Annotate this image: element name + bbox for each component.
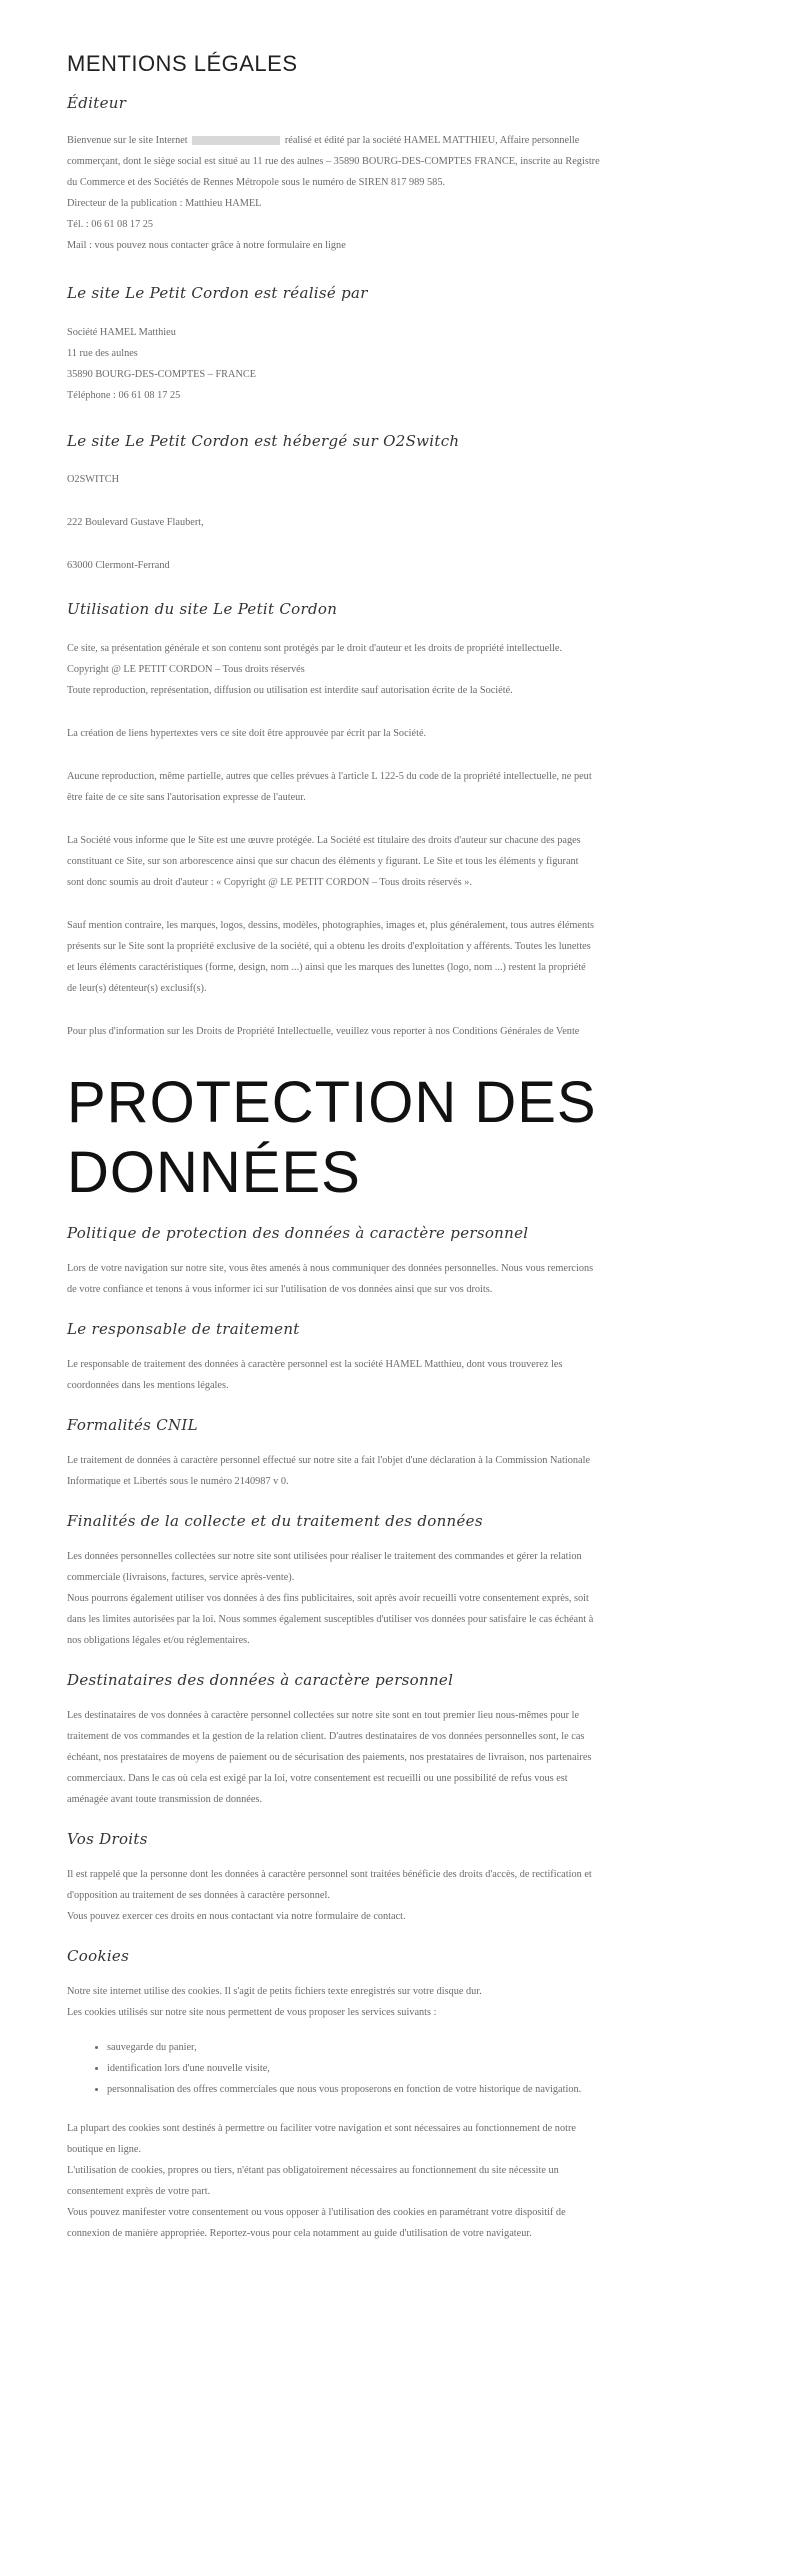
utilisation-heading: Utilisation du site Le Petit Cordon — [67, 600, 338, 618]
destinataires-line-4: commerciaux. Dans le cas où cela est exigé par la loi, votre consentement est recueilli ou une possibilité de refus vous est — [67, 1773, 568, 1784]
destinataires-heading: Destinataires des données à caractère personnel — [67, 1671, 454, 1689]
finalites-line-2: commerciale (livraisons, factures, service après-vente). — [67, 1572, 295, 1583]
section-droits — [67, 1828, 727, 1927]
utilisation-e1: Sauf mention contraire, les marques, logos, dessins, modèles, photographies, images et, plus généralement, tous autres éléments — [67, 920, 595, 931]
utilisation-e3: et leurs éléments caractéristiques (forme, design, nom ...) ainsi que les marques des lunettes (logo, nom ...) restent la propriété — [67, 962, 586, 973]
editeur-line-3: du Commerce et des Sociétés de Rennes Métropole sous le numéro de SIREN 817 989 585. — [67, 177, 446, 188]
heberge-heading: Le site Le Petit Cordon est hébergé sur O2Switch — [67, 432, 460, 450]
section-utilisation — [67, 598, 727, 1042]
cnil-line-2: Informatique et Libertés sous le numéro 2140987 v 0. — [67, 1476, 289, 1487]
list-item: • identification lors d'une nouvelle visite, — [107, 2058, 727, 2079]
list-item: • sauvegarde du panier, — [107, 2037, 727, 2058]
politique-heading: Politique de protection des données à caractère personnel — [67, 1224, 529, 1242]
realise-heading: Le site Le Petit Cordon est réalisé par — [67, 284, 368, 302]
section-heberge — [67, 430, 727, 576]
politique-line-2: de votre confiance et tenons à vous informer ici sur l'utilisation de vos données ainsi que sur vos droits. — [67, 1284, 493, 1295]
destinataires-line-2: traitement de vos commandes et la gestion de la relation client. D'autres destinataires de vos données personnelles sont, le cas — [67, 1731, 585, 1742]
editeur-line-2: commerçant, dont le siège social est situé au 11 rue des aulnes – 35890 BOURG-DES-COMPTES FRANCE, inscrite au Registre — [67, 156, 600, 167]
utilisation-a2: Copyright @ LE PETIT CORDON – Tous droits réservés — [67, 664, 305, 675]
droits-line-1: Il est rappelé que la personne dont les données à caractère personnel sont traitées bénéficie des droits d'accès, de rectification et — [67, 1869, 592, 1880]
heberge-line-3: 63000 Clermont-Ferrand — [67, 560, 170, 571]
utilisation-d3: sont donc soumis au droit d'auteur : « Copyright @ LE PETIT CORDON – Tous droits réservés ». — [67, 877, 472, 888]
section-editeur — [67, 92, 727, 256]
realise-line-3: 35890 BOURG-DES-COMPTES – FRANCE — [67, 369, 257, 380]
finalites-line-5: nos obligations légales et/ou réglementaires. — [67, 1635, 250, 1646]
destinataires-line-5: aménagée avant toute transmission de données. — [67, 1794, 263, 1805]
cookies-heading: Cookies — [67, 1947, 130, 1965]
utilisation-a1: Ce site, sa présentation générale et son contenu sont protégés par le droit d'auteur et les droits de propriété intellectuelle. — [67, 643, 563, 654]
responsable-line-1: Le responsable de traitement des données à caractère personnel est la société HAMEL Matthieu, dont vous trouverez les — [67, 1359, 563, 1370]
redacted-url — [192, 136, 280, 145]
utilisation-e2: présents sur le Site sont la propriété exclusive de la société, qui a obtenu les droits d'exploitation y afférents. Toutes les lunettes — [67, 941, 591, 952]
finalites-line-4: dans les limites autorisées par la loi. Nous sommes également susceptibles d'utiliser vos données pour satisfaire le cas échéant à — [67, 1614, 594, 1625]
finalites-heading: Finalités de la collecte et du traitement des données — [67, 1512, 483, 1530]
cookies-line-m1: La plupart des cookies sont destinés à permettre ou faciliter votre navigation et sont nécessaires au fonctionnement de notre — [67, 2123, 576, 2134]
protection-title-line-2: DONNÉES — [67, 1140, 361, 1205]
realise-line-2: 11 rue des aulnes — [67, 348, 138, 359]
section-realise — [67, 282, 727, 406]
editeur-heading: Éditeur — [67, 94, 127, 112]
utilisation-c2: être faite de ce site sans l'autorisation expresse de l'auteur. — [67, 792, 306, 803]
destinataires-line-1: Les destinataires de vos données à caractère personnel collectées sur notre site sont en tout premier lieu nous-mêmes pour le — [67, 1710, 580, 1721]
editeur-line-5: Tél. : 06 61 08 17 25 — [67, 219, 154, 230]
heberge-line-1: O2SWITCH — [67, 474, 120, 485]
section-finalites — [67, 1510, 727, 1651]
politique-line-1: Lors de votre navigation sur notre site, vous êtes amenés à nous communiquer des données personnelles. Nous vous remercions — [67, 1263, 594, 1274]
utilisation-c1: Aucune reproduction, même partielle, autres que celles prévues à l'article L 122-5 du code de la propriété intellectuelle, ne peut — [67, 771, 592, 782]
responsable-heading: Le responsable de traitement — [67, 1320, 300, 1338]
droits-line-3[interactable]: Vous pouvez exercer ces droits en nous contactant via notre formulaire de contact. — [67, 1911, 406, 1922]
protection-title-block — [67, 1068, 727, 1208]
realise-line-4: Téléphone : 06 61 08 17 25 — [67, 390, 181, 401]
editeur-text-a: Bienvenue sur le site Internet — [67, 135, 188, 146]
cookies-line-m6: connexion de manière appropriée. Reportez-vous pour cela notamment au guide d'utilisation de votre navigateur. — [67, 2228, 532, 2239]
protection-title-line-1: PROTECTION DES — [67, 1070, 597, 1135]
mentions-legales-title: MENTIONS LÉGALES — [67, 51, 298, 76]
section-cookies — [67, 1945, 727, 2244]
cookies-line-m2: boutique en ligne. — [67, 2144, 142, 2155]
list-item: • personnalisation des offres commerciales que nous vous proposerons en fonction de votre historique de navigation. — [107, 2079, 727, 2100]
editeur-line-4: Directeur de la publication : Matthieu HAMEL — [67, 198, 262, 209]
section-politique — [67, 1222, 727, 1300]
utilisation-a3: Toute reproduction, représentation, diffusion ou utilisation est interdite sauf autorisation écrite de la Société. — [67, 685, 513, 696]
cookies-line-2: Les cookies utilisés sur notre site nous permettent de vous proposer les services suivants : — [67, 2007, 437, 2018]
cookies-line-1: Notre site internet utilise des cookies. Il s'agit de petits fichiers texte enregistrés sur votre disque dur. — [67, 1986, 482, 1997]
utilisation-e4: de leur(s) détenteur(s) exclusif(s). — [67, 983, 207, 994]
heberge-line-2: 222 Boulevard Gustave Flaubert, — [67, 517, 204, 528]
utilisation-d2: constituant ce Site, sur son arborescence ainsi que sur chacun des éléments y figurant. Le Site et tous les éléments y figurant — [67, 856, 579, 867]
section-responsable — [67, 1318, 727, 1396]
section-destinataires — [67, 1669, 727, 1810]
cookies-line-m5: Vous pouvez manifester votre consentement ou vous opposer à l'utilisation des cookies en paramétrant votre dispositif de — [67, 2207, 566, 2218]
section-cnil — [67, 1414, 727, 1492]
utilisation-d1: La Société vous informe que le Site est une œuvre protégée. La Société est titulaire des droits d'auteur sur chacune des pages — [67, 835, 581, 846]
cnil-heading: Formalités CNIL — [67, 1416, 198, 1434]
editeur-text-b: réalisé et édité par la société HAMEL MATTHIEU, Affaire personnelle — [284, 135, 580, 146]
finalites-line-1: Les données personnelles collectées sur notre site sont utilisées pour réaliser le traitement des commandes et gérer la relation — [67, 1551, 582, 1562]
finalites-line-3: Nous pourrons également utiliser vos données à des fins publicitaires, soit après avoir recueilli votre consentement exprès, soit — [67, 1593, 589, 1604]
responsable-line-2: coordonnées dans les mentions légales. — [67, 1380, 229, 1391]
destinataires-line-3: échéant, nos prestataires de moyens de paiement ou de sécurisation des paiements, nos prestataires de livraison, nos partenaires — [67, 1752, 592, 1763]
cookies-line-m4: consentement exprès de votre part. — [67, 2186, 211, 2197]
cnil-line-1: Le traitement de données à caractère personnel effectué sur notre site a fait l'objet d'une déclaration à la Commission Nationale — [67, 1455, 591, 1466]
cookies-line-m3: L'utilisation de cookies, propres ou tiers, n'étant pas obligatoirement nécessaires au fonctionnement du site nécessite un — [67, 2165, 559, 2176]
utilisation-f1[interactable]: Pour plus d'information sur les Droits de Propriété Intellectuelle, veuillez vous reporter à nos Conditions Générales de Vente — [67, 1026, 580, 1037]
editeur-line-1 — [67, 130, 727, 151]
realise-line-1: Société HAMEL Matthieu — [67, 327, 176, 338]
droits-heading: Vos Droits — [67, 1830, 148, 1848]
droits-line-2: d'opposition au traitement de ses données à caractère personnel. — [67, 1890, 330, 1901]
editeur-line-6[interactable]: Mail : vous pouvez nous contacter grâce à notre formulaire en ligne — [67, 240, 346, 251]
cookies-list — [67, 2037, 727, 2100]
utilisation-b1: La création de liens hypertextes vers ce site doit être approuvée par écrit par la Société. — [67, 728, 427, 739]
